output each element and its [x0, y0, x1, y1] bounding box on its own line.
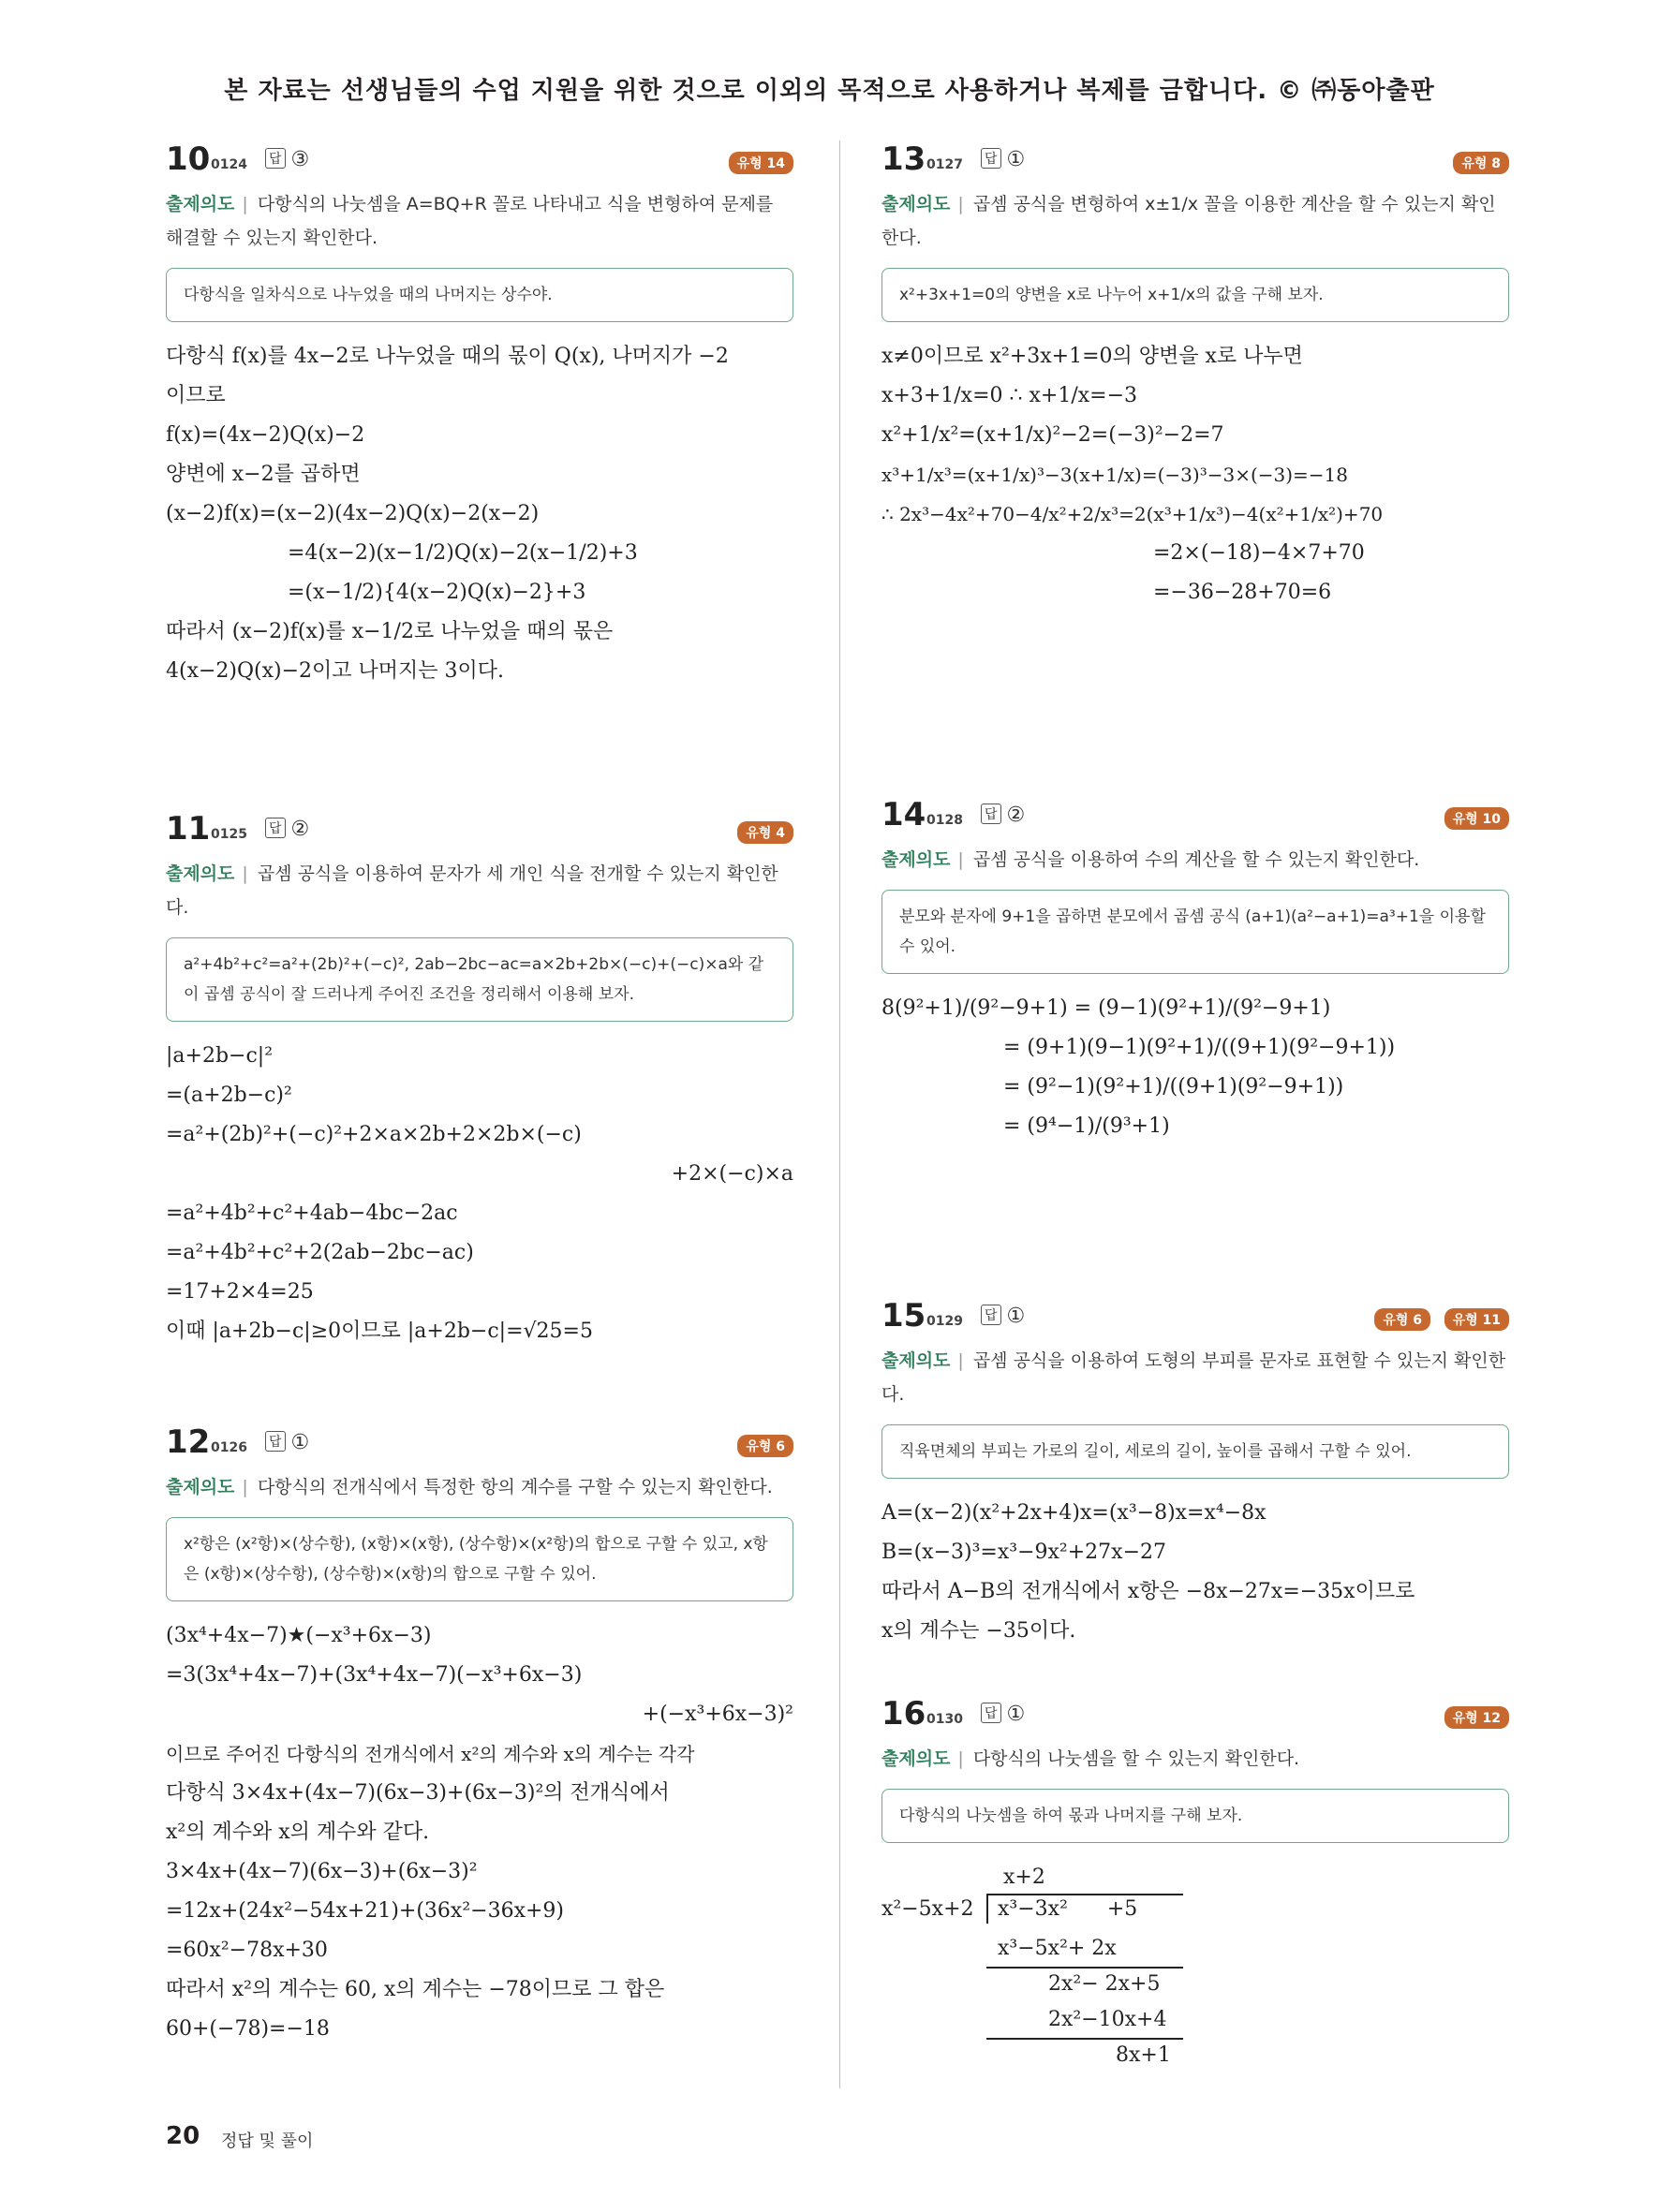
type-badge: 유형 14 — [729, 152, 793, 174]
solution: A=(x−2)(x²+2x+4)x=(x³−8)x=x⁴−8x B=(x−3)³=x³−9x²+27x−27 따라서 A−B의 전개식에서 x항은 −8x−27x=−35x이므로 x의 계수는 −35이다. — [881, 1501, 1415, 1643]
hint-box: a²+4b²+c²=a²+(2b)²+(−c)², 2ab−2bc−ac=a×2b+2b×(−c)+(−c)×a와 같이 곱셈 공식이 잘 드러나게 주어진 조건을 정리해서 이용해 보자. — [166, 937, 793, 1022]
problem-10 — [166, 140, 793, 691]
intent: 출제의도 | 곱셈 공식을 이용하여 문자가 세 개인 식을 전개할 수 있는지 확인한다. — [166, 863, 778, 918]
problem-11 — [166, 810, 793, 1351]
answer: 답 ② — [265, 818, 309, 841]
remainder: 8x+1 — [1116, 2043, 1171, 2067]
dividend: x³−3x² +5 — [998, 1897, 1138, 1921]
hint-box: 직육면체의 부피는 가로의 길이, 세로의 길이, 높이를 곱해서 구할 수 있어. — [881, 1424, 1509, 1479]
hint-box: 분모와 분자에 9+1을 곱하면 분모에서 곱셈 공식 (a+1)(a²−a+1)=a³+1을 이용할 수 있어. — [881, 890, 1509, 974]
page-number: 20 — [166, 2122, 200, 2150]
type-badge: 유형 12 — [1444, 1706, 1509, 1729]
type-badge: 유형 8 — [1453, 152, 1509, 174]
type-badge-2: 유형 11 — [1444, 1308, 1509, 1331]
division-bracket — [986, 1895, 988, 1924]
copyright-notice: 본 자료는 선생님들의 수업 지원을 위한 것으로 이외의 목적으로 사용하거나 복제를 금합니다. © ㈜동아출판 — [224, 77, 1435, 105]
problem-code: 0130 — [926, 1712, 963, 1727]
step-2: 2x²−10x+4 — [1048, 2008, 1167, 2031]
problem-code: 0127 — [926, 157, 963, 172]
step-1: x³−5x²+ 2x — [998, 1937, 1117, 1960]
solution: |a+2b−c|² =(a+2b−c)² =a²+(2b)²+(−c)²+2×a×2b+2×2b×(−c) +2×(−c)×a =a²+4b²+c²+4ab−4bc−2ac =a²+4b²+c²+2(2ab−2bc−ac) =17+2×4=25 이때 |a+2b−c|≥0이므로 |a+2b−c|=√25=5 — [166, 1044, 793, 1343]
problem-13 — [881, 140, 1509, 612]
answer: 답 ① — [981, 1703, 1025, 1726]
problem-12 — [166, 1423, 793, 2049]
type-badge: 유형 6 — [737, 1435, 793, 1457]
problem-code: 0128 — [926, 813, 963, 828]
intent: 출제의도 | 곱셈 공식을 이용하여 도형의 부피를 문자로 표현할 수 있는지 확인한다. — [881, 1350, 1506, 1405]
problem-15 — [881, 1297, 1509, 1651]
problem-number: 12 — [166, 1423, 211, 1461]
column-divider — [839, 140, 840, 2088]
intent: 출제의도 | 다항식의 나눗셈을 A=BQ+R 꼴로 나타내고 식을 변형하여 문제를 해결할 수 있는지 확인한다. — [166, 194, 774, 248]
problem-14 — [881, 796, 1509, 1146]
problem-code: 0124 — [211, 157, 247, 172]
answer: 답 ① — [265, 1431, 309, 1454]
hint-box: 다항식의 나눗셈을 하여 몫과 나머지를 구해 보자. — [881, 1789, 1509, 1843]
solution: x≠0이므로 x²+3x+1=0의 양변을 x로 나누면 x+3+1/x=0 ∴ x+1/x=−3 x²+1/x²=(x+1/x)²−2=(−3)²−2=7 x³+1/x³=(x+1/x)³−3(x+1/x)=(−3)³−3×(−3)=−18 ∴ 2x³−4x²+70−4/x²+2/x³=2(x³+1/x³)−4(x²+1/x²)+70 =2×(−18)−4×7+70 =−36−28+70=6 — [881, 345, 1384, 604]
problem-code: 0125 — [211, 827, 247, 842]
hint-box: 다항식을 일차식으로 나누었을 때의 나머지는 상수야. — [166, 268, 793, 322]
type-badge: 유형 10 — [1444, 807, 1509, 830]
intent: 출제의도 | 다항식의 나눗셈을 할 수 있는지 확인한다. — [881, 1748, 1300, 1769]
hint-box: x²+3x+1=0의 양변을 x로 나누어 x+1/x의 값을 구해 보자. — [881, 268, 1509, 322]
type-badge: 유형 6 — [1374, 1308, 1430, 1331]
quotient: x+2 — [1003, 1865, 1045, 1889]
long-division — [881, 1858, 1509, 2073]
solution: (3x⁴+4x−7)★(−x³+6x−3) =3(3x⁴+4x−7)+(3x⁴+4x−7)(−x³+6x−3) +(−x³+6x−3)² 이므로 주어진 다항식의 전개식에서 x²의 계수와 x의 계수는 각각 다항식 3×4x+(4x−7)(6x−3)+(6x−3)²의 전개식에서 x²의 계수와 x의 계수와 같다. 3×4x+(4x−7)(6x−3)+(6x−3)² =12x+(24x²−54x+21)+(36x²−36x+9) =60x²−78x+30 따라서 x²의 계수는 60, x의 계수는 −78이므로 그 합은 60+(−78)=−18 — [166, 1624, 793, 2041]
problem-number: 10 — [166, 140, 211, 178]
problem-number: 15 — [881, 1297, 926, 1335]
remainder-1: 2x²− 2x+5 — [1048, 1972, 1161, 1996]
problem-number: 11 — [166, 810, 211, 848]
hint-box: x²항은 (x²항)×(상수항), (x항)×(x항), (상수항)×(x²항)의 합으로 구할 수 있고, x항은 (x항)×(상수항), (상수항)×(x항)의 합으로 구할 수 있어. — [166, 1517, 793, 1601]
answer: 답 ① — [981, 1305, 1025, 1328]
intent: 출제의도 | 곱셈 공식을 변형하여 x±1/x 꼴을 이용한 계산을 할 수 있는지 확인한다. — [881, 194, 1496, 248]
answer: 답 ③ — [265, 148, 309, 171]
type-badge: 유형 4 — [737, 821, 793, 844]
intent: 출제의도 | 다항식의 전개식에서 특정한 항의 계수를 구할 수 있는지 확인한다. — [166, 1477, 773, 1497]
problem-number: 13 — [881, 140, 926, 178]
solution: 다항식 f(x)를 4x−2로 나누었을 때의 몫이 Q(x), 나머지가 −2 이므로 f(x)=(4x−2)Q(x)−2 양변에 x−2를 곱하면 (x−2)f(x)=(x−2)(4x−2)Q(x)−2(x−2) =4(x−2)(x−1/2)Q(x)−2(x−1/2)+3 =(x−1/2){4(x−2)Q(x)−2}+3 따라서 (x−2)f(x)를 x−1/2로 나누었을 때의 몫은 4(x−2)Q(x)−2이고 나머지는 3이다. — [166, 345, 729, 683]
divisor: x²−5x+2 — [881, 1897, 974, 1921]
answer-box: 답 — [265, 148, 286, 169]
answer: 답 ② — [981, 804, 1025, 827]
answer: 답 ① — [981, 148, 1025, 171]
problem-code: 0129 — [926, 1314, 963, 1329]
solution: 8(9²+1)/(9²−9+1) = (9−1)(9²+1)/(9²−9+1) = (9+1)(9−1)(9²+1)/((9+1)(9²−9+1)) = (9²−1)(9²+1)/((9+1)(9²−9+1)) = (9⁴−1)/(9³+1) — [881, 996, 1396, 1138]
problem-number: 16 — [881, 1695, 926, 1733]
intent: 출제의도 | 곱셈 공식을 이용하여 수의 계산을 할 수 있는지 확인한다. — [881, 849, 1420, 870]
problem-number: 14 — [881, 796, 926, 833]
problem-code: 0126 — [211, 1440, 247, 1455]
problem-16 — [881, 1695, 1509, 2073]
footer-label: 정답 및 풀이 — [221, 2131, 314, 2151]
